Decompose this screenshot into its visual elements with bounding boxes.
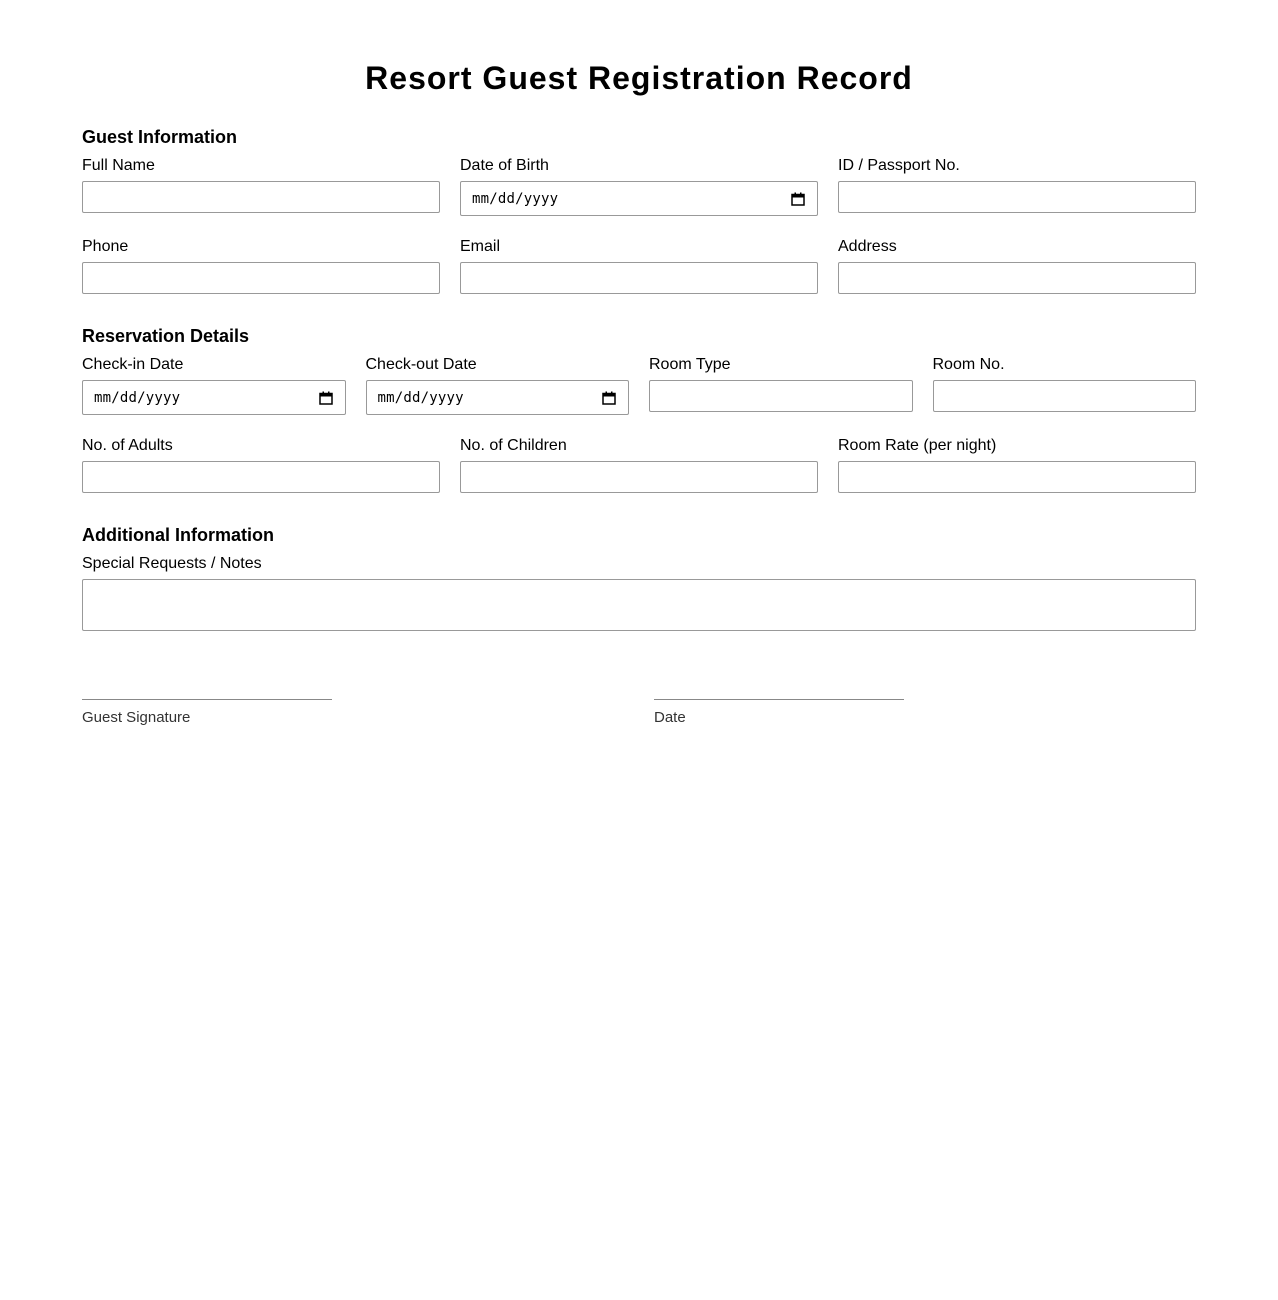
phone-field [82,238,440,294]
calendar-icon[interactable] [602,391,616,405]
adults-input[interactable] [82,461,440,493]
section-guest-information: Guest Information [82,127,238,147]
calendar-icon[interactable] [791,192,805,206]
checkout-field [366,356,630,415]
full-name-input[interactable] [82,181,440,213]
room-type-input[interactable] [649,380,913,412]
date-signature-label: Date [654,709,686,726]
section-reservation-details: Reservation Details [82,326,250,346]
id-passport-input[interactable] [838,181,1196,213]
children-label: No. of Children [460,437,567,454]
room-rate-field [838,437,1196,493]
checkin-input[interactable] [82,380,346,415]
adults-field [82,437,440,493]
phone-label: Phone [82,238,129,255]
id-passport-label: ID / Passport No. [838,157,960,174]
dob-label: Date of Birth [460,157,549,174]
address-label: Address [838,238,897,255]
adults-label: No. of Adults [82,437,173,454]
address-input[interactable] [838,262,1196,294]
email-input[interactable] [460,262,818,294]
children-field [460,437,818,493]
full-name-label: Full Name [82,157,155,174]
phone-input[interactable] [82,262,440,294]
guest-signature-label: Guest Signature [82,709,191,726]
checkout-input[interactable] [366,380,630,415]
guest-row-2 [82,238,1196,294]
room-rate-label: Room Rate (per night) [838,437,997,454]
checkout-placeholder: mm/dd/yyyy [377,389,464,406]
room-type-label: Room Type [649,356,731,373]
guest-signature-line[interactable] [82,699,332,700]
reservation-row-1 [82,356,1196,415]
checkin-label: Check-in Date [82,356,184,373]
guest-row-1 [82,157,1196,216]
signature-row [82,699,1196,759]
date-signature-block [654,699,904,727]
room-no-field [933,356,1197,415]
room-rate-input[interactable] [838,461,1196,493]
section-additional-information: Additional Information [82,525,274,545]
room-type-field [649,356,913,415]
room-no-label: Room No. [932,356,1005,373]
dob-field [460,157,818,216]
dob-input[interactable] [460,181,818,216]
reservation-row-2 [82,437,1196,493]
notes-label: Special Requests / Notes [82,555,262,572]
children-input[interactable] [460,461,818,493]
form-title: Resort Guest Registration Record [365,60,913,96]
id-passport-field [838,157,1196,216]
notes-field [82,555,1196,631]
checkin-field [82,356,346,415]
checkin-placeholder: mm/dd/yyyy [94,389,181,406]
address-field [838,238,1196,294]
notes-textarea[interactable] [82,579,1196,631]
guest-signature-block [82,699,332,727]
email-field [460,238,818,294]
calendar-icon[interactable] [319,391,333,405]
room-no-input[interactable] [933,380,1197,412]
full-name-field [82,157,440,216]
checkout-label: Check-out Date [365,356,477,373]
dob-placeholder: mm/dd/yyyy [472,190,559,207]
date-signature-line[interactable] [654,699,904,700]
email-label: Email [460,238,501,255]
